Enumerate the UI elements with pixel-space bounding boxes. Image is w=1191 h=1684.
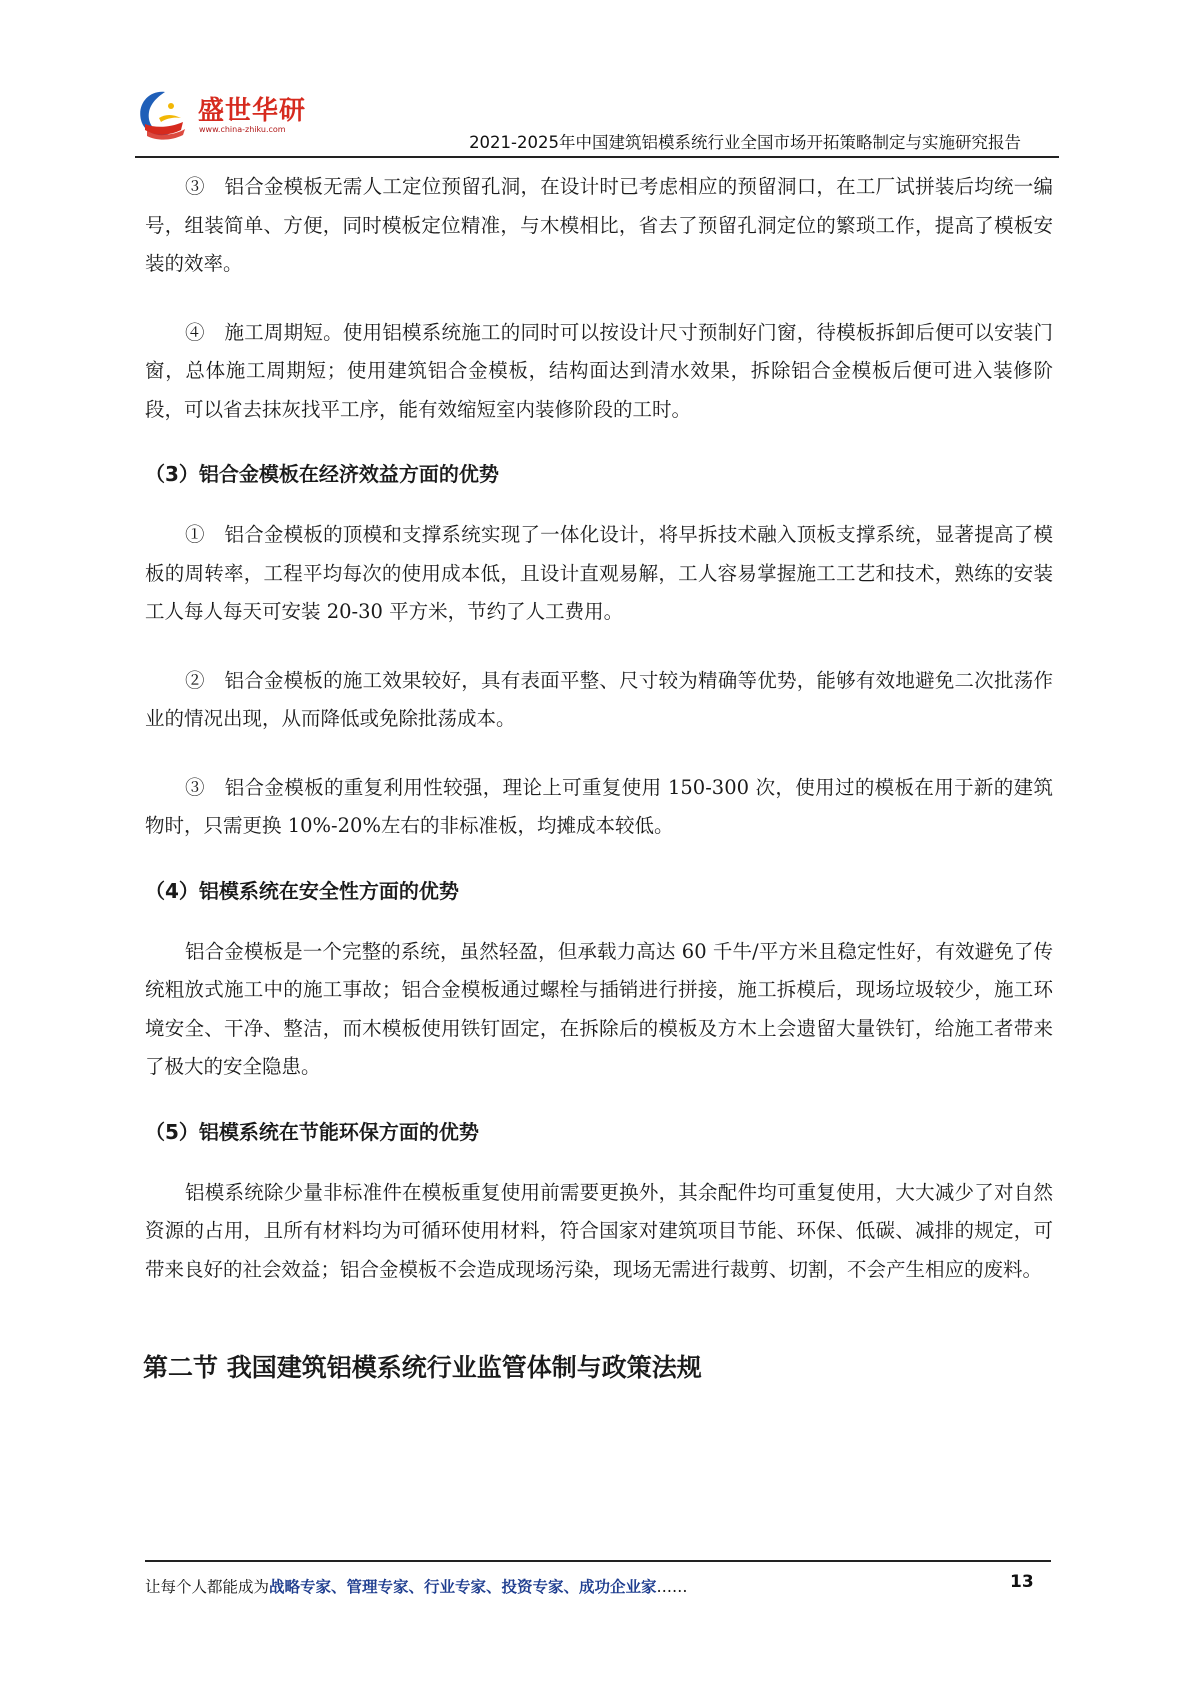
logo-emblem-icon [135,84,197,144]
paragraph: ③ 铝合金模板无需人工定位预留孔洞，在设计时已考虑相应的预留洞口，在工厂试拼装后均统一编号，组装简单、方便，同时模板定位精准，与木模相比，省去了预留孔洞定位的繁琐工作，提高了模板安装的效率。 [145,175,1053,275]
slogan-suffix: …… [656,1578,688,1596]
paragraph: ① 铝合金模板的顶模和支撑系统实现了一体化设计，将早拆技术融入顶板支撑系统，显著提高了模板的周转率，工程平均每次的使用成本低，且设计直观易解，工人容易掌握施工工艺和技术，熟练的安装工人每人每天可安装 20-30 平方米，节约了人工费用。 [145,523,1053,623]
slogan-prefix: 让每个人都能成为 [145,1578,270,1596]
company-logo [135,84,335,144]
paragraph: 铝模系统除少量非标准件在模板重复使用前需要更换外，其余配件均可重复使用，大大减少了对自然资源的占用，且所有材料均为可循环使用材料，符合国家对建筑项目节能、环保、低碳、减排的规定，可带来良好的社会效益；铝合金模板不会造成现场污染，现场无需进行裁剪、切割，不会产生相应的废料。 [145,1180,1053,1281]
report-title: 2021-2025年中国建筑铝模系统行业全国市场开拓策略制定与实施研究报告 [469,133,1021,152]
footer-divider [145,1560,1051,1562]
page-content [145,168,1053,1385]
paragraph: ② 铝合金模板的施工效果较好，具有表面平整、尺寸较为精确等优势，能够有效地避免二次批荡作业的情况出现，从而降低或免除批荡成本。 [145,668,1053,730]
section-title: 第二节 我国建筑铝模系统行业监管体制与政策法规 [143,1353,702,1382]
page-number: 13 [1010,1572,1034,1592]
slogan-highlight: 战略专家、管理专家、行业专家、投资专家、成功企业家 [269,1577,657,1596]
subheading-economic-benefits: （3）铝合金模板在经济效益方面的优势 [145,462,499,486]
subheading-energy-environment: （5）铝模系统在节能环保方面的优势 [145,1119,479,1144]
footer-slogan [145,1575,688,1597]
logo-name: 盛世华研 [198,96,307,126]
header-divider [135,156,1059,158]
subheading-safety: （4）铝模系统在安全性方面的优势 [145,878,459,903]
page-header [135,78,1059,158]
paragraph: ④ 施工周期短。使用铝模系统施工的同时可以按设计尺寸预制好门窗，待模板拆卸后便可以安装门窗，总体施工周期短；使用建筑铝合金模板，结构面达到清水效果，拆除铝合金模板后便可进入装修阶段，可以省去抹灰找平工序，能有效缩短室内装修阶段的工时。 [145,320,1053,421]
paragraph: 铝合金模板是一个完整的系统，虽然轻盈，但承载力高达 60 千牛/平方米且稳定性好，有效避免了传统粗放式施工中的施工事故；铝合金模板通过螺栓与插销进行拼接，施工拆模后，现场垃圾较少，施工环境安全、干净、整洁，而木模板使用铁钉固定，在拆除后的模板及方木上会遗留大量铁钉，给施工者带来了极大的安全隐患。 [145,939,1053,1078]
logo-url: www.china-zhiku.com [199,125,286,134]
paragraph: ③ 铝合金模板的重复利用性较强，理论上可重复使用 150-300 次，使用过的模板在用于新的建筑物时，只需更换 10%-20%左右的非标准板，均摊成本较低。 [145,775,1053,837]
